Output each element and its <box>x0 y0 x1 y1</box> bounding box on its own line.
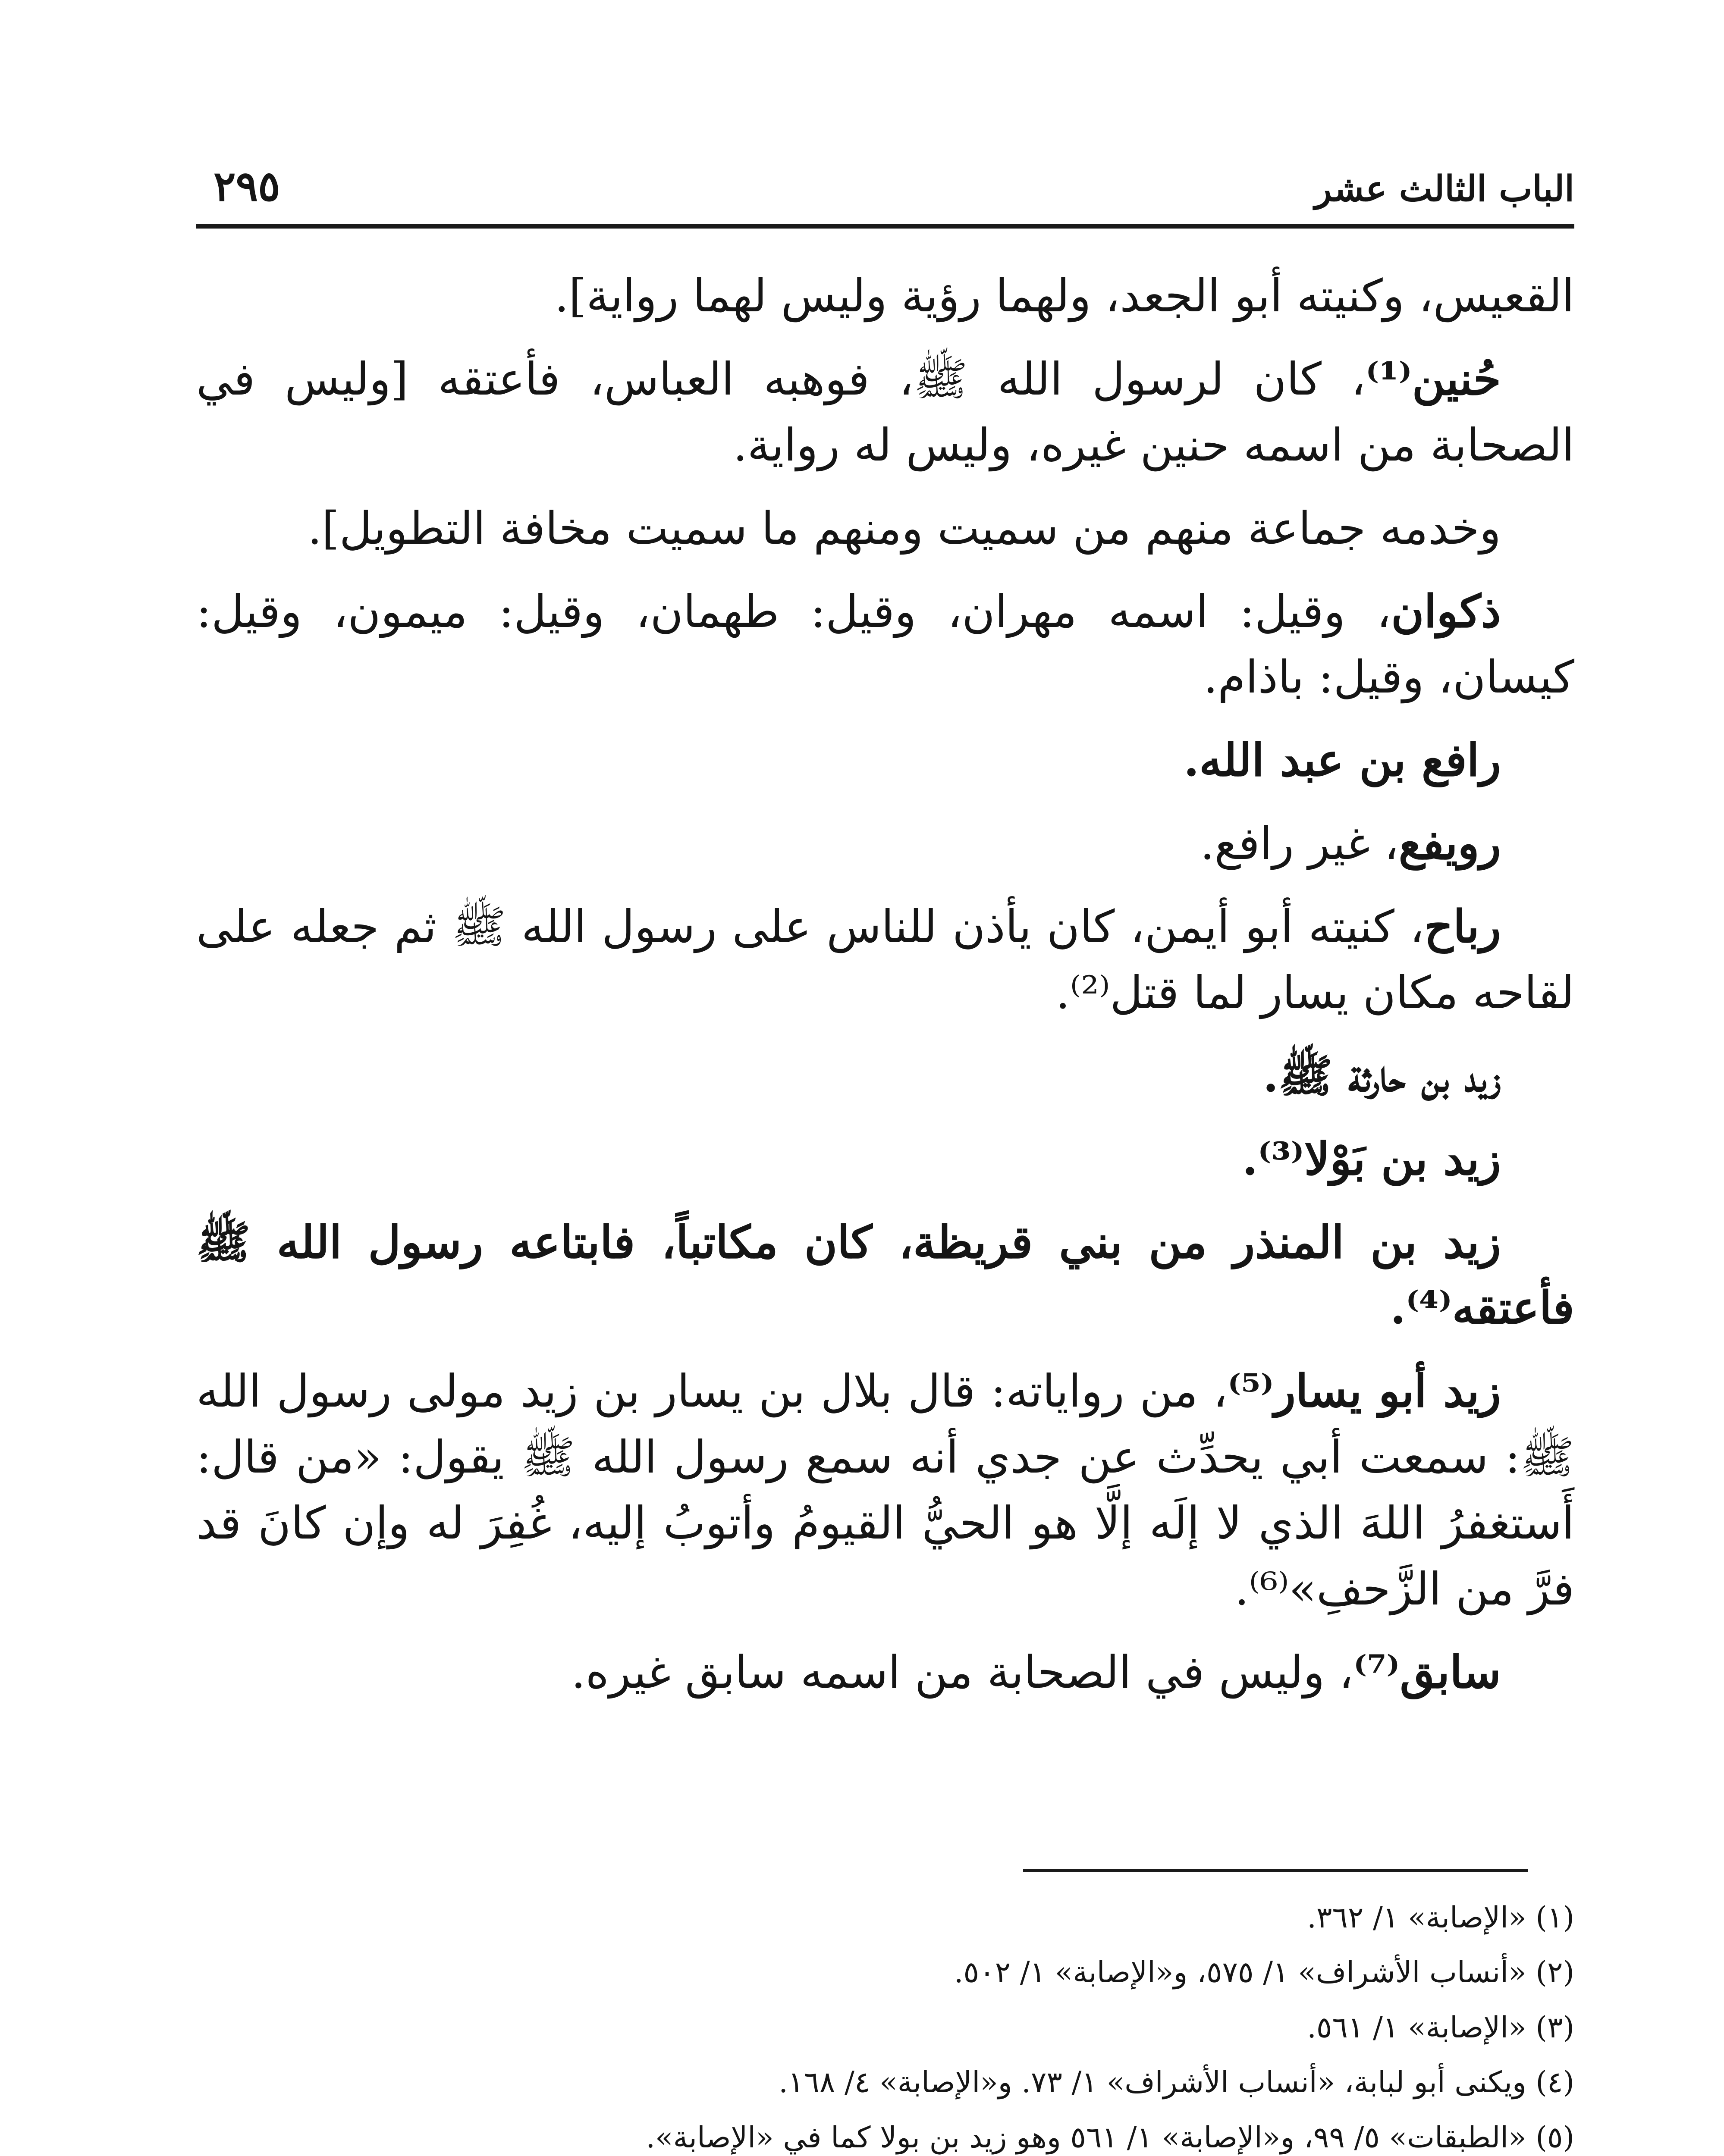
entry-text: ، كنيته أبو أيمن، كان يأذن للناس على رسول الله ﷺ ثم جعله على لقاحه مكان يسار لما قتل⁽²⁾. <box>196 900 1574 1019</box>
paragraph-text: القعيس، وكنيته أبو الجعد، ولهما رؤية وليس لهما رواية]. <box>554 270 1574 322</box>
main-text <box>196 263 1574 1723</box>
entry-name: زيد أبو يسار⁽⁵⁾ <box>1228 1364 1501 1418</box>
page-number: ٢٩٥ <box>214 162 280 210</box>
entry-text: ، وليس في الصحابة من اسمه سابق غيره. <box>571 1645 1353 1698</box>
entry-rafi <box>196 727 1574 793</box>
footnote-1: (١) «الإصابة» ١/ ٣٦٢. <box>1307 1901 1574 1935</box>
footnote-2: (٢) «أنساب الأشراف» ١/ ٥٧٥، و«الإصابة» ١/ ٥٠٢. <box>954 1955 1574 1990</box>
entry-sabiq <box>196 1639 1574 1705</box>
entry-hunayn <box>196 346 1574 478</box>
footnote-5: (٥) «الطبقات» ٥/ ٩٩، و«الإصابة» ١/ ٥٦١ وهو زيد بن بولا كما في «الإصابة». <box>646 2120 1574 2155</box>
footnote-4: (٤) ويكنى أبو لبابة، «أنساب الأشراف» ١/ ٧٣. و«الإصابة» ٤/ ١٦٨. <box>779 2065 1574 2100</box>
footnotes <box>196 1895 1574 2156</box>
paragraph-text: وخدمه جماعة منهم من سميت ومنهم ما سميت مخافة التطويل]. <box>308 501 1501 555</box>
entry-text: ، كان لرسول الله ﷺ، فوهبه العباس، فأعتقه [وليس في الصحابة من اسمه حنين غيره، وليس له رواية. <box>196 352 1574 471</box>
entry-ruwayfi <box>196 811 1574 877</box>
entry-zayd-mundhir <box>196 1210 1574 1341</box>
entry-zayd-haritha <box>196 1043 1574 1109</box>
paragraph-1 <box>196 263 1574 329</box>
entry-dhakwan <box>196 579 1574 711</box>
entry-name: زيد بن بَوْلا⁽³⁾. <box>1242 1132 1501 1185</box>
entry-name: رافع بن عبد الله. <box>1184 733 1501 787</box>
entry-rabah <box>196 894 1574 1026</box>
entry-name: زيد بن حارثة ﷺ. <box>1262 1049 1501 1102</box>
entry-name: زيد بن المنذر من بني قريظة، كان مكاتباً، فابتاعه رسول الله ﷺ فأعتقه⁽⁴⁾. <box>196 1215 1574 1335</box>
entry-text: ، من رواياته: قال بلال بن يسار بن زيد مولى رسول الله ﷺ: سمعت أبي يحدِّث عن جدي أنه سمع رسول الله ﷺ يقول: «من قال: أَستغفرُ اللهَ الذي لا إلَه إلَّا هو الحيُّ القيومُ وأتوبُ إليه، غُفِرَ له وإن كانَ قد فرَّ من الزَّحفِ»⁽⁶⁾. <box>196 1365 1574 1615</box>
footnote-divider <box>1023 1869 1528 1872</box>
entry-name: سابق⁽⁷⁾ <box>1353 1645 1501 1698</box>
entry-zayd-bawla <box>196 1126 1574 1192</box>
entry-name: رباح <box>1424 900 1501 953</box>
entry-zayd-abu-yasar <box>196 1358 1574 1622</box>
chapter-title: الباب الثالث عشر <box>1314 168 1574 210</box>
entry-name: ذكوان <box>1391 584 1501 638</box>
entry-name: حُنين⁽¹⁾ <box>1366 352 1501 405</box>
footnote-3: (٣) «الإصابة» ١/ ٥٦١. <box>1307 2010 1574 2045</box>
entry-name: رويفع <box>1398 817 1501 870</box>
entry-text: ، غير رافع. <box>1200 817 1399 870</box>
entry-text: ، وقيل: اسمه مهران، وقيل: طهمان، وقيل: ميمون، وقيل: كيسان، وقيل: باذام. <box>196 585 1574 704</box>
running-head <box>196 160 1574 229</box>
paragraph-3 <box>196 495 1574 561</box>
